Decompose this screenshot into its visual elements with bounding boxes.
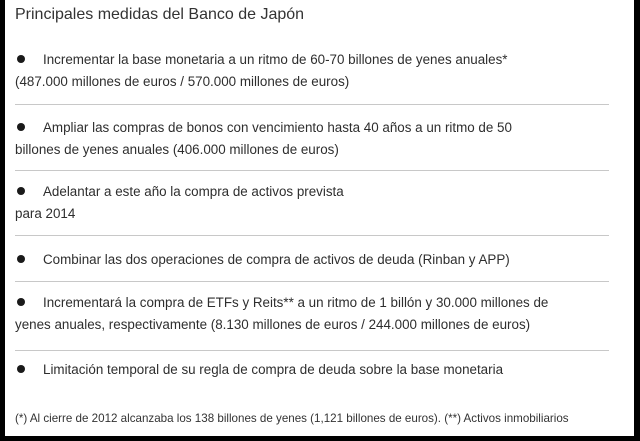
infographic-panel — [5, 0, 634, 436]
list-item — [15, 249, 611, 271]
bullet-icon — [17, 298, 25, 306]
panel-title: Principales medidas del Banco de Japón — [15, 6, 305, 23]
item-text-line1: Ampliar las compras de bonos con vencimiento hasta 40 años a un ritmo de 50 — [43, 120, 512, 135]
item-text-line1: Combinar las dos operaciones de compra de activos de deuda (Rinban y APP) — [43, 252, 510, 267]
item-text-line2: (487.000 millones de euros / 570.000 millones de euros) — [15, 74, 350, 89]
footnote: (*) Al cierre de 2012 alcanzaba los 138 billones de yenes (1,121 billones de euros). (**) Activos inmobiliarios — [15, 412, 569, 425]
divider — [15, 235, 609, 236]
bullet-icon — [17, 187, 25, 195]
divider — [15, 281, 609, 282]
bullet-icon — [17, 255, 25, 263]
item-text-line2: para 2014 — [15, 206, 76, 221]
list-item — [15, 359, 611, 381]
list-item — [15, 292, 611, 336]
list-item — [15, 117, 611, 161]
item-text-line1: Incrementará la compra de ETFs y Reits** a un ritmo de 1 billón y 30.000 millones de — [43, 295, 549, 310]
list-item — [15, 49, 611, 93]
divider — [15, 170, 609, 171]
bullet-icon — [17, 55, 25, 63]
item-text-line1: Incrementar la base monetaria a un ritmo de 60-70 billones de yenes anuales* — [43, 52, 508, 67]
divider — [15, 350, 609, 351]
divider — [15, 104, 609, 105]
item-text-line2: yenes anuales, respectivamente (8.130 millones de euros / 244.000 millones de euros) — [15, 317, 531, 332]
bullet-icon — [17, 365, 25, 373]
item-text-line1: Adelantar a este año la compra de activos prevista — [43, 184, 344, 199]
item-text-line1: Limitación temporal de su regla de compra de deuda sobre la base monetaria — [43, 362, 504, 377]
bullet-icon — [17, 123, 25, 131]
list-item — [15, 181, 611, 225]
item-text-line2: billones de yenes anuales (406.000 millones de euros) — [15, 142, 339, 157]
